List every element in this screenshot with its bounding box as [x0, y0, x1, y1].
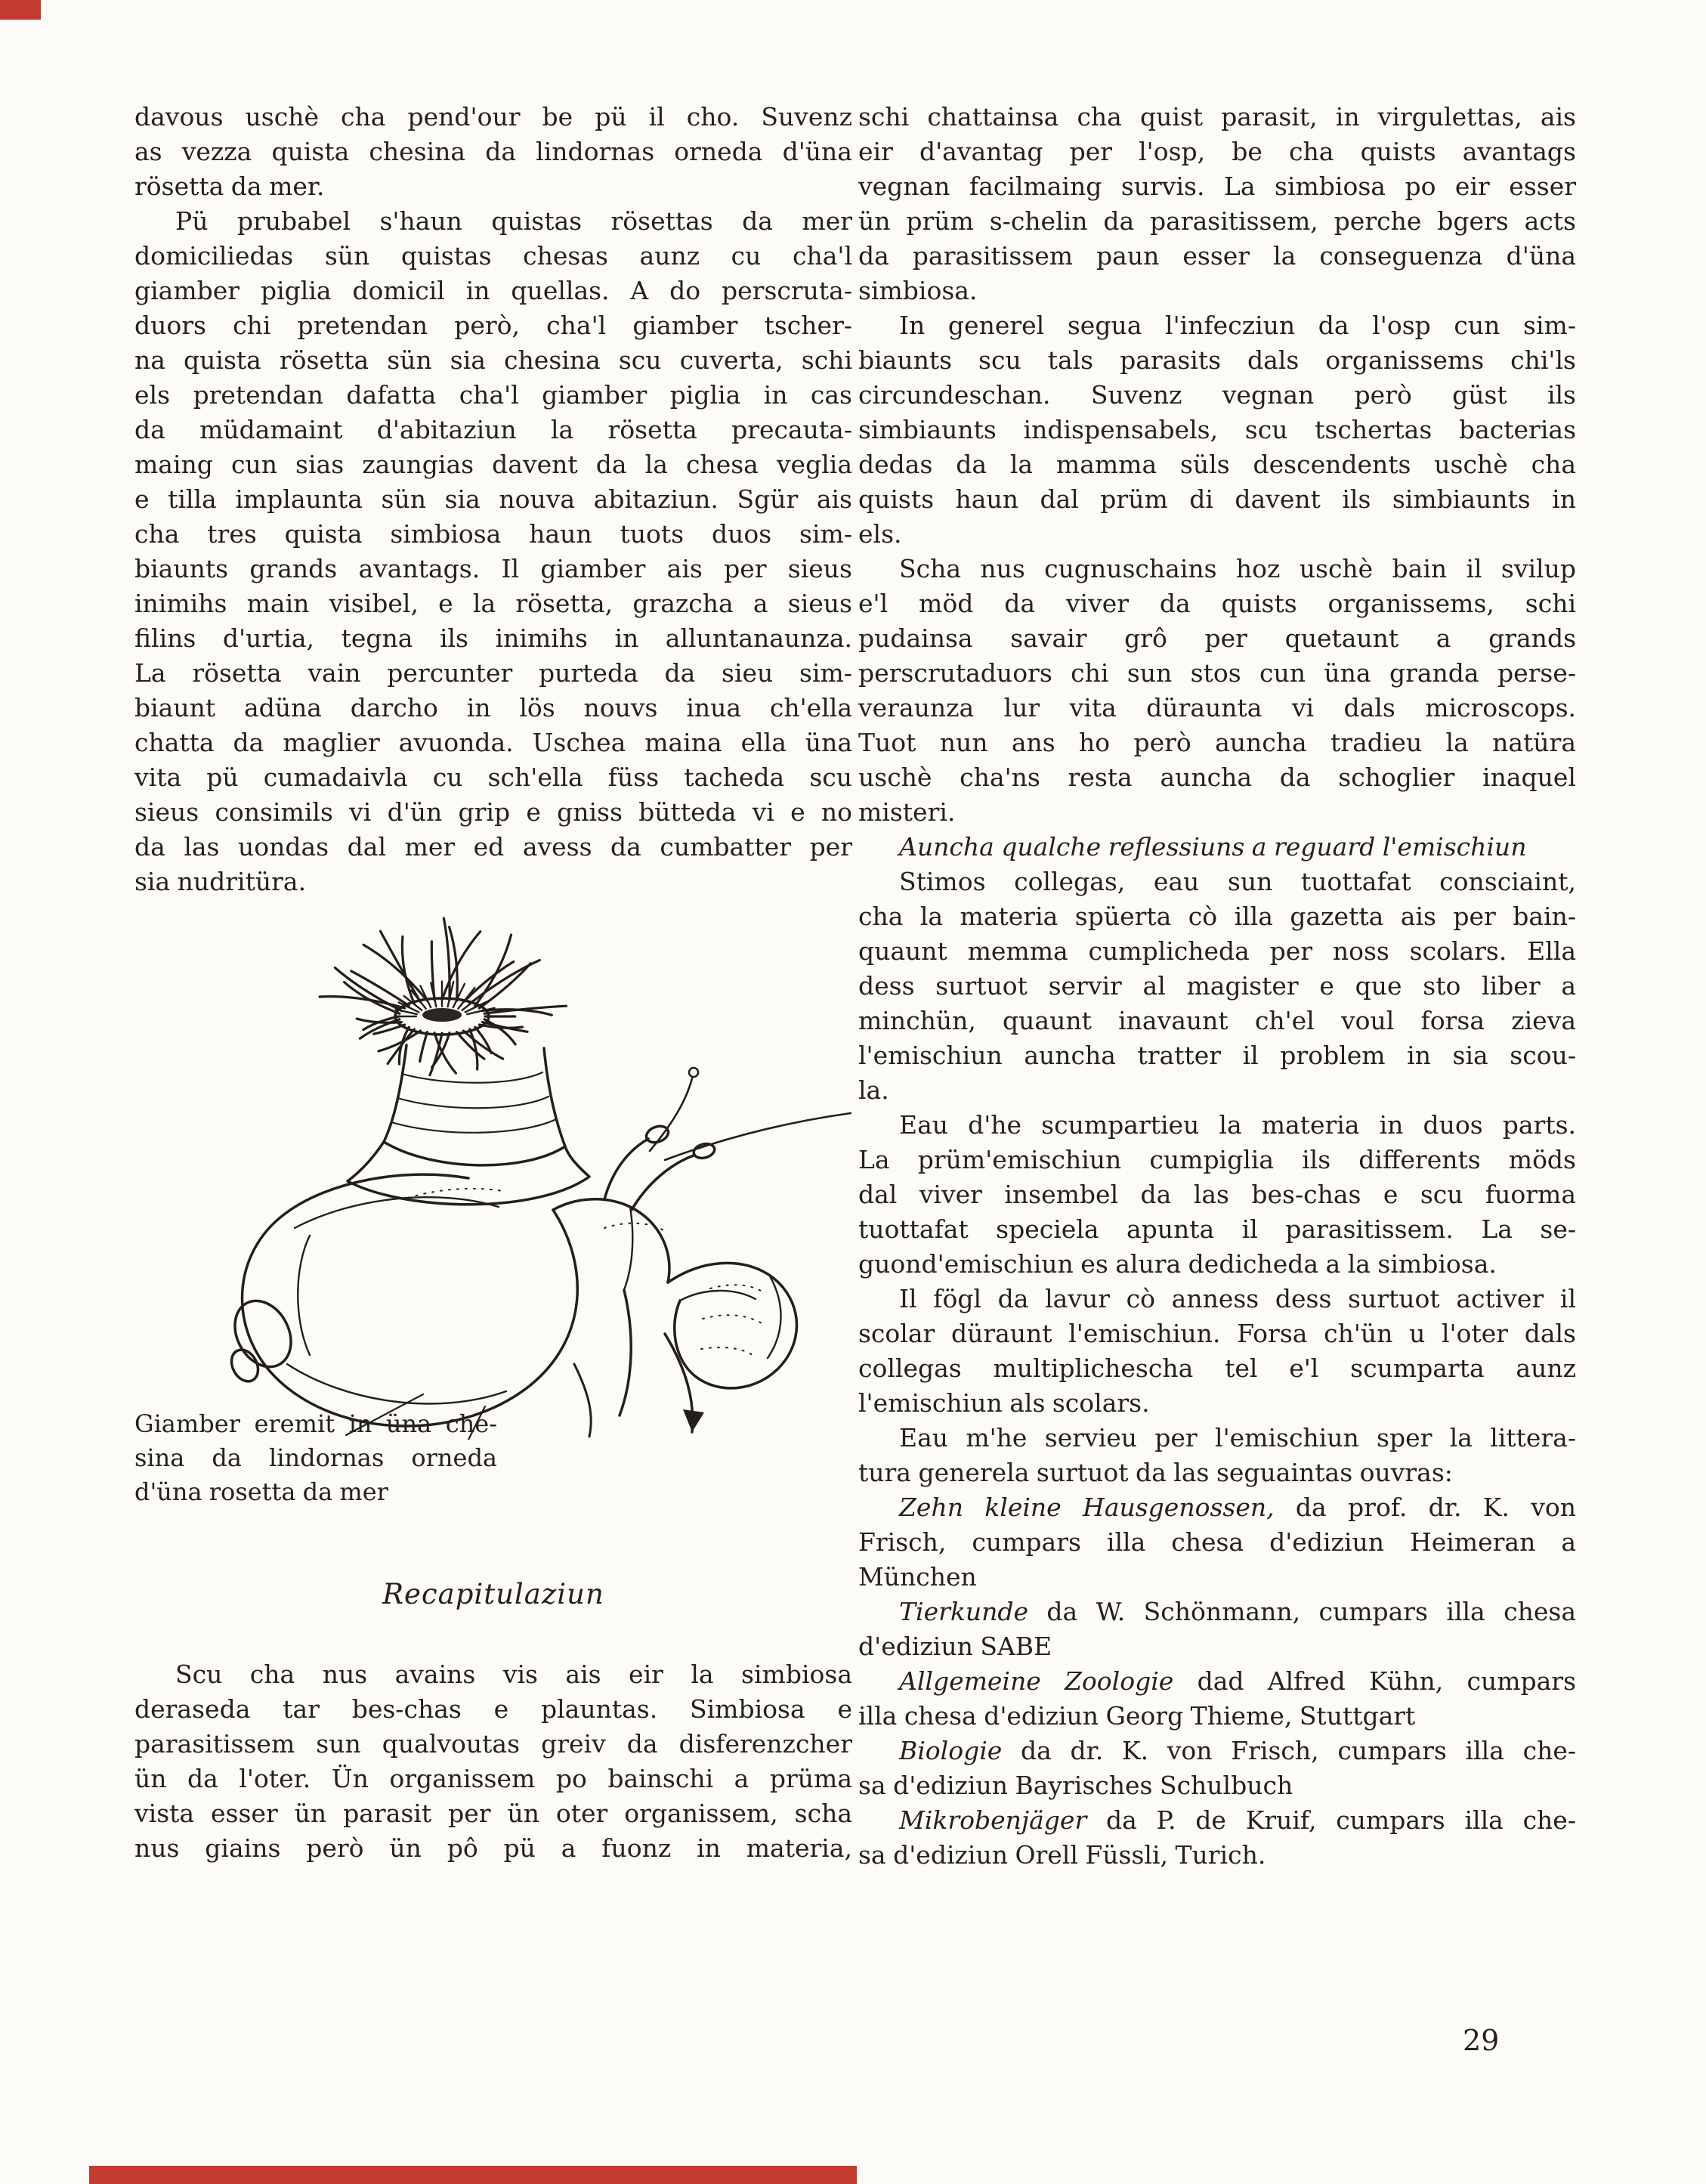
text-line: Frisch, cumpars illa chesa d'ediziun Heimeran a	[858, 1527, 1576, 1557]
text-line: tura generela surtuot da las seguaintas ouvras:	[858, 1458, 1453, 1487]
text-line: els.	[858, 519, 902, 549]
crab-eyestalk	[604, 1139, 648, 1199]
text-line: deraseda tar bes-chas e plauntas. Simbiosa e	[134, 1694, 852, 1724]
text-line: els pretendan dafatta cha'l giamber piglia in cas	[134, 380, 852, 410]
text-line: l'emischiun als scolars.	[858, 1388, 1150, 1418]
text-line: domiciliedas sün quistas chesas aunz cu cha'l	[134, 241, 852, 271]
text-line: sina da lindornas orneda	[134, 1443, 497, 1472]
text-line: e tilla implaunta sün sia nouva abitaziun. Sgür ais	[134, 484, 852, 514]
anemone-tentacle	[464, 962, 514, 1002]
bib-text: da W. Schönmann, cumpars illa chesa	[1028, 1597, 1576, 1626]
text-line: pudainsa savair grô per quetaunt a grands	[858, 623, 1576, 653]
hermit-crab-illustration	[181, 911, 854, 1440]
left-column-text	[134, 100, 852, 899]
text-line: biaunt adüna darcho in lös nouvs inua ch'ella	[134, 693, 852, 722]
text-line: Il fögl da lavur cò anness dess surtuot activer il	[899, 1284, 1576, 1313]
text-line: ün da l'oter. Ün organissem po bainschi a prüma	[134, 1764, 852, 1793]
anemone-skirt	[348, 1142, 589, 1205]
text-line: maing cun sias zaungias davent da la chesa veglia	[134, 450, 852, 479]
text-line: simbiaunts indispensabels, scu tschertas bacterias	[858, 415, 1576, 444]
text-line: nus giains però ün pô pü a fuonz in materia,	[134, 1833, 852, 1863]
text-line: vista esser ün parasit per ün oter organissem, scha	[134, 1799, 852, 1828]
scan-artifact-top-left	[0, 0, 41, 20]
text-line: vita pü cumadaivla cu sch'ella füss tacheda scu	[134, 763, 852, 792]
text-line: misteri.	[858, 797, 956, 827]
text-line: filins d'urtia, tegna ils inimihs in alluntanaunza.	[134, 623, 852, 653]
anemone-tentacle	[363, 945, 427, 1001]
text-line: scolar düraunt l'emischiun. Forsa ch'ün u l'oter dals	[858, 1319, 1576, 1348]
text-line: minchün, quaunt inavaunt ch'el voul forsa zieva	[858, 1006, 1576, 1035]
text-line: giamber piglia domicil in quellas. A do perscruta-	[134, 276, 852, 305]
text-line: circundeschan. Suvenz vegnan però güst ils	[858, 380, 1576, 410]
text-line: La prüm'emischiun cumpiglia ils differents möds	[858, 1145, 1576, 1174]
text-line: davous uschè cha pend'our be pü il cho. Suvenz	[134, 102, 852, 131]
text-line: collegas multiplichescha tel e'l scumparta aunz	[858, 1353, 1576, 1383]
text-line: tuottafat speciela apunta il parasitissem. La se-	[858, 1214, 1576, 1244]
anemone-tentacle	[402, 936, 414, 1004]
text-line: e'l möd da viver da quists organissems, schi	[858, 589, 1576, 618]
text-line: Pü prubabel s'haun quistas rösettas da mer	[175, 206, 852, 236]
text-line: uschè cha'ns resta auncha da schoglier inaquel	[858, 763, 1576, 792]
text-line: inimihs main visibel, e la rösetta, grazcha a sieus	[134, 589, 852, 618]
crab-carapace	[553, 1199, 669, 1282]
text-line: da las uondas dal mer ed avess da cumbatter per	[134, 832, 852, 862]
text-line	[858, 1490, 1576, 1525]
book-title: Mikrobenjäger	[899, 1805, 1087, 1835]
text-line: la.	[858, 1075, 889, 1105]
text-line	[858, 1664, 1576, 1699]
text-line: l'emischiun auncha tratter il problem in sia scou-	[858, 1041, 1576, 1070]
text-line: cha tres quista simbiosa haun tuots duos sim-	[134, 519, 852, 549]
text-line: München	[858, 1562, 977, 1592]
text-line: Giamber eremit in üna che-	[134, 1409, 497, 1438]
text-line	[858, 1734, 1576, 1768]
text-line: sa d'ediziun Orell Füssli, Turich.	[858, 1840, 1266, 1870]
text-line: rösetta da mer.	[134, 172, 325, 201]
text-line: parasitissem sun qualvoutas greiv da disferenzcher	[134, 1729, 852, 1759]
text-line: d'ediziun SABE	[858, 1632, 1052, 1661]
text-line: simbiosa.	[858, 276, 978, 305]
text-line: In generel segua l'infecziun da l'osp cun sim-	[899, 311, 1576, 340]
text-line: da müdamaint d'abitaziun la rösetta precauta-	[134, 415, 852, 444]
right-column-text	[858, 100, 1576, 1873]
text-line: illa chesa d'ediziun Georg Thieme, Stuttgart	[858, 1701, 1416, 1731]
text-line: dal viver insembel da las bes-chas e scu fuorma	[858, 1180, 1576, 1209]
text-line: sia nudritüra.	[134, 867, 307, 896]
text-line	[858, 1595, 1576, 1629]
section-heading: Recapitulaziun	[382, 1578, 604, 1610]
text-line: dedas da la mamma süls descendents uschè cha	[858, 450, 1576, 479]
text-line: as vezza quista chesina da lindornas orneda d'üna	[134, 137, 852, 166]
crab-antenna-short	[650, 1078, 692, 1151]
text-line: cha la materia spüerta cò illa gazetta ais per bain-	[858, 902, 1576, 931]
text-line: veraunza lur vita düraunta vi dals microscops.	[858, 693, 1576, 722]
figure-caption	[134, 1407, 497, 1509]
anemone-tentacles	[320, 918, 566, 1075]
text-line: na quista rösetta sün sia chesina scu cuverta, schi	[134, 345, 852, 375]
text-line: Eau m'he servieu per l'emischiun sper la littera-	[899, 1423, 1576, 1452]
text-line: sa d'ediziun Bayrisches Schulbuch	[858, 1771, 1293, 1800]
text-line: ün prüm s-chelin da parasitissem, perche bgers acts	[858, 206, 1576, 236]
snail-shell	[243, 1174, 578, 1426]
text-line: eir d'avantag per l'osp, be cha quists avantags	[858, 137, 1576, 166]
text-line: guond'emischiun es alura dedicheda a la simbiosa.	[858, 1249, 1497, 1279]
book-title: Allgemeine Zoologie	[899, 1666, 1174, 1696]
text-line	[858, 1803, 1576, 1838]
text-line: d'üna rosetta da mer	[134, 1477, 388, 1506]
text-line: chatta da maglier avuonda. Uschea maina ella üna	[134, 728, 852, 757]
text-line: Tuot nun ans ho però auncha tradieu la natüra	[858, 728, 1576, 757]
text-line: Stimos collegas, eau sun tuottafat consciaint,	[899, 867, 1576, 896]
text-line: perscrutaduors chi sun stos cun üna granda perse-	[858, 658, 1576, 688]
anemone-mouth	[422, 1008, 462, 1022]
book-title: Biologie	[899, 1736, 1003, 1765]
bib-text: da P. de Kruif, cumpars illa che-	[1086, 1805, 1576, 1835]
text-line: dess surtuot servir al magister e que sto liber a	[858, 971, 1576, 1001]
text-line: quists haun dal prüm di davent ils simbiaunts in	[858, 484, 1576, 514]
text-line: duors chi pretendan però, cha'l giamber tscher-	[134, 311, 852, 340]
book-title: Zehn kleine Hausgenossen,	[899, 1493, 1275, 1522]
text-line: da parasitissem paun esser la conseguenza d'üna	[858, 241, 1576, 271]
anemone-tentacle	[420, 1032, 428, 1062]
bib-text: da dr. K. von Frisch, cumpars illa che-	[1002, 1736, 1576, 1765]
bib-text: dad Alfred Kühn, cumpars	[1173, 1666, 1576, 1696]
text-line: vegnan facilmaing survis. La simbiosa po eir esser	[858, 172, 1576, 201]
text-line: Eau d'he scumpartieu la materia in duos parts.	[899, 1110, 1576, 1140]
text-line: schi chattainsa cha quist parasit, in virgulettas, ais	[858, 102, 1576, 131]
page-number: 29	[1463, 2024, 1500, 2057]
text-line: Scha nus cugnuschains hoz uschè bain il svilup	[899, 554, 1576, 583]
anemone-column	[384, 1045, 565, 1165]
book-title: Tierkunde	[899, 1597, 1029, 1626]
text-line: sieus consimils vi d'ün grip e gniss bütteda vi e no	[134, 797, 852, 827]
left-column-text-bottom	[134, 1657, 852, 1866]
text-line: biaunts grands avantags. Il giamber ais per sieus	[134, 554, 852, 583]
text-line: Auncha qualche reflessiuns a reguard l'emischiun	[899, 832, 1527, 862]
scan-artifact-bottom-bar	[89, 2166, 857, 2184]
text-line: La rösetta vain percunter purteda da sieu sim-	[134, 658, 852, 688]
text-line: biaunts scu tals parasits dals organissems chi'ls	[858, 345, 1576, 375]
text-line: Scu cha nus avains vis ais eir la simbiosa	[175, 1660, 852, 1689]
crab-claw	[668, 1263, 796, 1387]
text-line: quaunt memma cumplicheda per noss scolars. Ella	[858, 936, 1576, 966]
bib-text: da prof. dr. K. von	[1274, 1493, 1577, 1522]
illustration-strokes	[224, 998, 851, 1440]
